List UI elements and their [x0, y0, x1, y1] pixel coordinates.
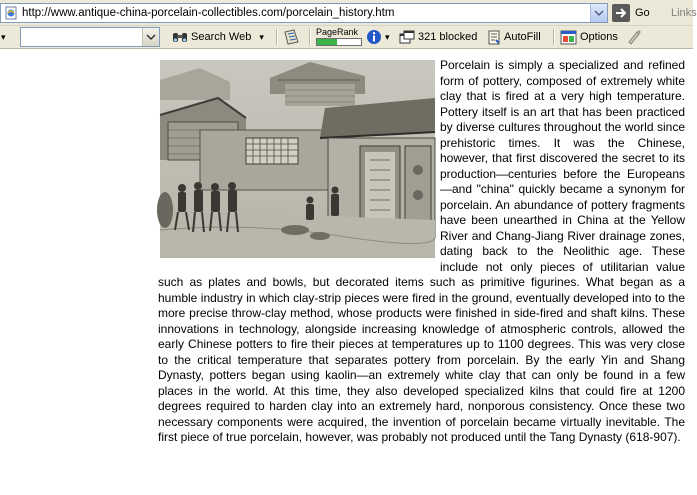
news-button[interactable] — [283, 28, 300, 46]
dropdown-arrow-icon — [147, 35, 155, 40]
news-icon — [283, 29, 300, 45]
pagerank-bar — [316, 38, 362, 46]
info-icon — [366, 29, 382, 45]
search-web-caret-icon[interactable]: ▾ — [259, 31, 264, 42]
autofill-icon — [487, 30, 501, 45]
highlighter-button[interactable] — [626, 28, 642, 46]
search-history-dropdown[interactable] — [142, 28, 159, 46]
toolbar-separator — [309, 29, 311, 45]
address-bar — [0, 0, 697, 26]
search-web-button[interactable] — [172, 28, 264, 46]
url-text: http://www.antique-china-porcelain-collectibles.com/porcelain_history.htm — [22, 7, 395, 19]
options-icon — [560, 30, 577, 45]
url-dropdown-button[interactable] — [590, 4, 607, 22]
pagerank-fill — [317, 39, 337, 45]
highlighter-icon — [626, 29, 642, 45]
toolbar-separator — [276, 29, 278, 45]
autofill-label: AutoFill — [504, 31, 541, 43]
popup-blocker-button[interactable] — [399, 28, 477, 46]
toolbar-menu-caret-icon[interactable]: ▾ — [1, 32, 6, 42]
search-combo[interactable] — [20, 27, 160, 47]
page-info-caret-icon[interactable]: ▾ — [385, 31, 390, 42]
options-label: Options — [580, 31, 618, 43]
url-field[interactable] — [0, 3, 608, 23]
porcelain-workshop-engraving — [160, 60, 435, 258]
options-button[interactable] — [560, 28, 618, 46]
pagerank-label: PageRank — [316, 27, 359, 37]
go-arrow-icon — [612, 4, 630, 22]
autofill-button[interactable] — [487, 28, 541, 46]
article-content — [158, 58, 685, 446]
links-button[interactable]: Links — [671, 7, 697, 19]
binoculars-icon — [172, 30, 188, 44]
go-label: Go — [635, 7, 650, 19]
google-toolbar — [0, 26, 693, 49]
page-icon — [4, 6, 18, 20]
dropdown-arrow-icon — [595, 11, 603, 16]
toolbar-separator — [553, 29, 555, 45]
popup-blocker-icon — [399, 30, 415, 44]
pagerank-indicator[interactable] — [316, 27, 362, 46]
go-button[interactable] — [612, 3, 650, 23]
article-paragraph: Porcelain is simply a specialized and refined form of pottery, composed of extremely white clay that is fired at a very high temperature. Pottery itself is an art that has been practiced by diverse cultures throughout the world since prehistoric times. It was the Chinese, however, that first discovered the secret to its production—centuries before the Europeans—and "china" quickly became a synonym for porcelain. An abundance of pottery fragments have been unearthed in China at the Yellow River and Chang-Jiang River drainage zones, dating back to the Neolithic age. These include not only pieces of utilitarian value such as plates and bowls, but decorated items such as primitive figurines. What began as a humble industry in which clay-strip pieces were fired in the ground, eventually developed into to the more precise throw-clay method, whose products were finished in side-fired and shaft kilns. These innovations in technology, alongside increasing knowledge of atmospheric controls, allowed the early Chinese potters to fire their pieces at temperatures up to 1100 degrees. This was very close to the critical temperature that separates pottery from porcelain. By the early Yin and Shang Dynasty, potters began using kaolin—an extremely white clay that can only be found in a few places in the world. At this time, they also developed specialized kilns that could fire at 1200 degrees required to harden clay into an extremely hard, nonporous consistency. Once these two necessary components were acquired, the invention of porcelain became virtually inevitable. The first piece of true porcelain, however, was probably not produced until the Tang Dynasty (618-907). — [158, 58, 685, 444]
search-input[interactable] — [21, 28, 143, 46]
search-web-label: Search Web — [191, 31, 252, 43]
page-info-button[interactable] — [366, 28, 390, 46]
popups-blocked-count: 321 blocked — [418, 31, 478, 43]
